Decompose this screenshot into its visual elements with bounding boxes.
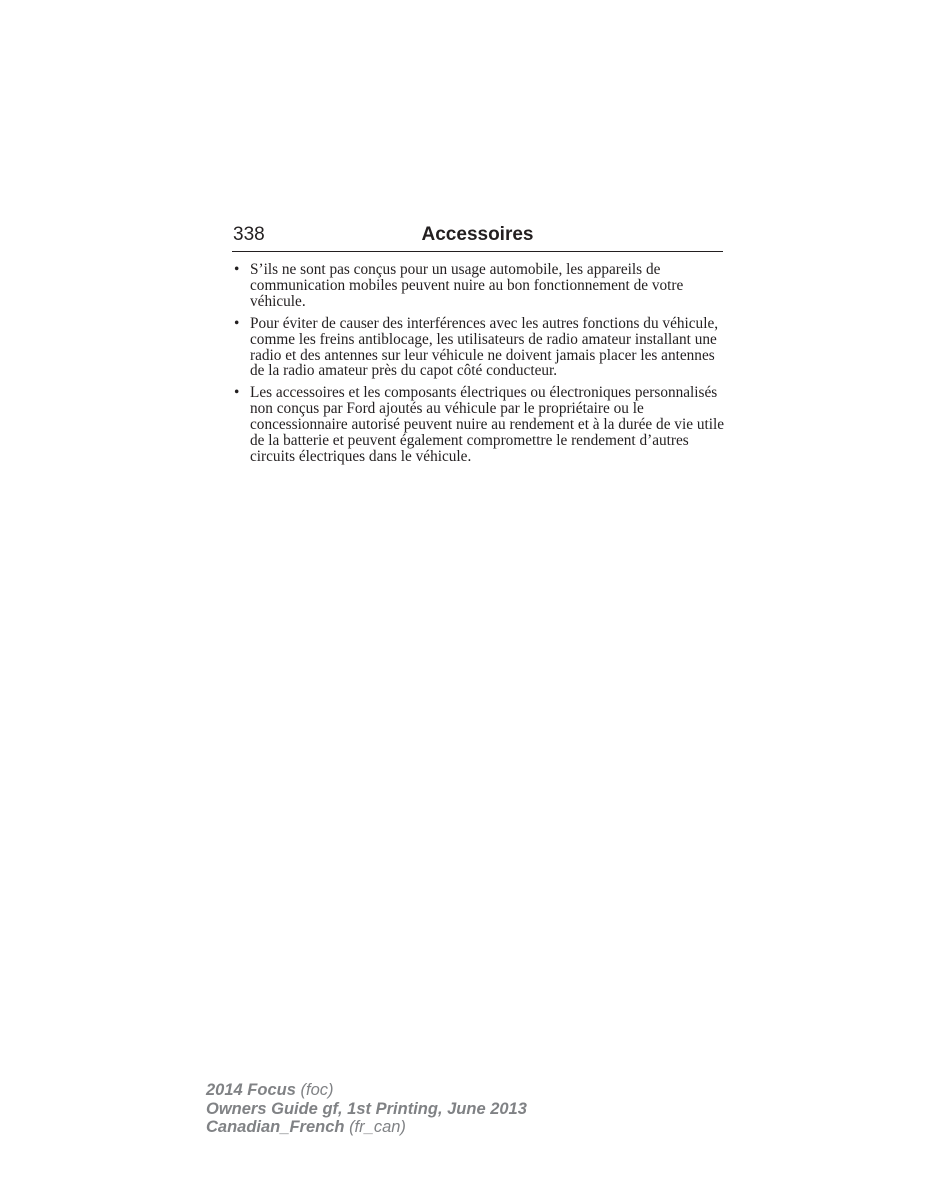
bullet-text: Pour éviter de causer des interférences avec les autres fonctions du véhicule, comme les freins antiblocage, les utilisateurs de radio amateur installant une radio et des antennes sur leur véhicule ne doivent jamais placer les antennes de la radio amateur près du capot côté conducteur. xyxy=(250,314,719,380)
bullet-text: S’ils ne sont pas conçus pour un usage automobile, les appareils de communication mobiles peuvent nuire au bon fonctionnement de votre véhicule. xyxy=(250,261,684,310)
list-item xyxy=(232,385,724,465)
footer-model-code: (foc) xyxy=(300,1081,334,1099)
page-number: 338 xyxy=(233,224,265,245)
footer-edition: Owners Guide gf, 1st Printing, June 2013 xyxy=(206,1099,527,1118)
bullet-text: Les accessoires et les composants électriques ou électroniques personnalisés non conçus par Ford ajoutés au véhicule par le propriétaire ou le concessionnaire autorisé peuvent nuire au rendement et à la durée de vie utile de la batterie et peuvent également compromettre le rendement d’autres circuits électriques dans le véhicule. xyxy=(250,384,725,465)
footer-language-code: (fr_can) xyxy=(349,1118,406,1136)
bullet-icon: • xyxy=(234,384,240,402)
page-header xyxy=(232,222,723,252)
page-title: Accessoires xyxy=(421,224,534,245)
footer-model: 2014 Focus xyxy=(206,1081,296,1099)
list-item xyxy=(232,316,724,380)
bullet-icon: • xyxy=(234,314,240,332)
footer-language: Canadian_French xyxy=(206,1118,345,1136)
bullet-list xyxy=(232,262,724,471)
bullet-icon: • xyxy=(234,261,240,278)
footer-language-line xyxy=(206,1118,527,1137)
list-item xyxy=(232,262,724,310)
footer xyxy=(206,1081,527,1137)
footer-model-line xyxy=(206,1081,527,1100)
footer-edition-line xyxy=(206,1100,527,1119)
